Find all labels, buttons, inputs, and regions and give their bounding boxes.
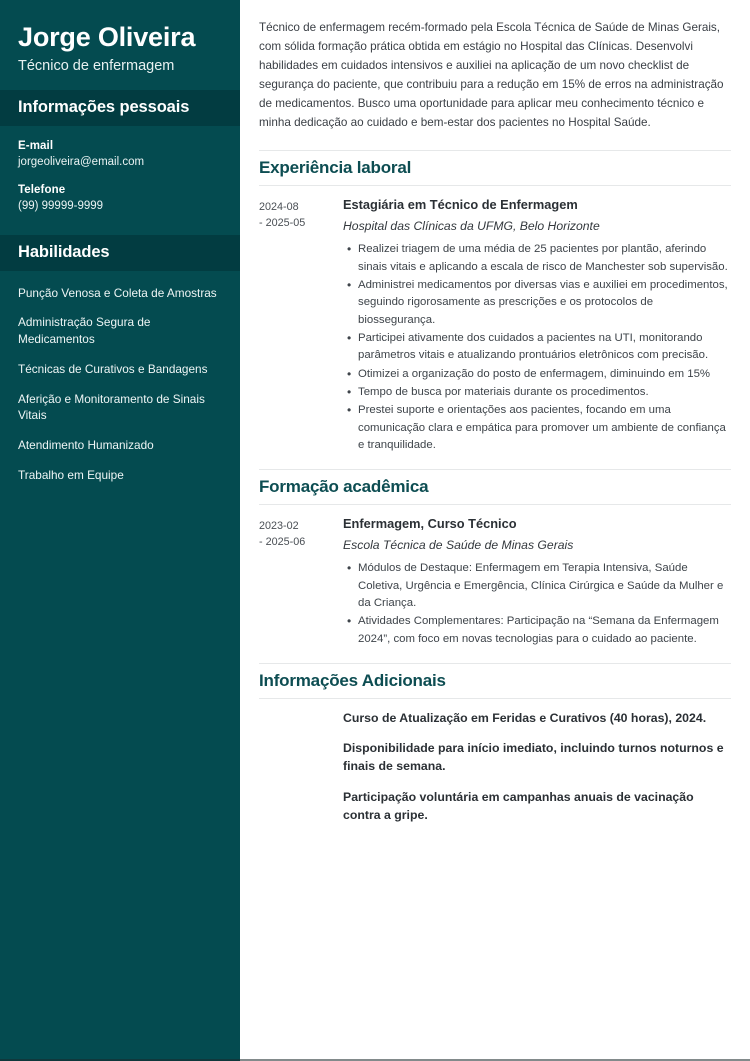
section-title-additional-info: Informações Adicionais — [259, 671, 446, 691]
education-bullet: • Atividades Complementares: Participação na “Semana da Enfermagem 2024”, com foco em novas tecnologias para o cuidado ao paciente. — [358, 613, 731, 648]
education-entry-body — [343, 516, 731, 649]
education-bullet: • Módulos de Destaque: Enfermagem em Terapia Intensiva, Saúde Coletiva, Urgência e Emergência, Clínica Cirúrgica e Saúde da Mulher e da Criança. — [358, 560, 731, 612]
experience-bullet: • Prestei suporte e orientações aos pacientes, focando em uma comunicação clara e empática para promover um ambiente de confiança e tranquilidade. — [358, 402, 731, 454]
education-date-end: - 2025-06 — [259, 536, 306, 549]
experience-bullet: • Participei ativamente dos cuidados a pacientes na UTI, monitorando parâmetros vitais e atualizando prontuários eletrônicos com precisão. — [358, 330, 731, 365]
skill-item: Administração Segura de Medicamentos — [18, 315, 151, 347]
section-additional-info — [259, 663, 731, 825]
additional-info-spacer — [259, 710, 343, 728]
education-date-start: 2023-02 — [259, 519, 299, 532]
experience-entry — [259, 197, 731, 455]
additional-info-text: Curso de Atualização em Feridas e Curativos (40 horas), 2024. — [343, 710, 707, 725]
contact-email-label: E-mail — [18, 139, 54, 152]
contact-phone — [18, 184, 222, 215]
experience-bullet: • Realizei triagem de uma média de 25 pacientes por plantão, aferindo sinais vitais e aplicando a escala de risco de Manchester sob supervisão. — [358, 241, 731, 276]
main-content — [240, 0, 750, 1061]
section-header-additional-info — [259, 663, 731, 699]
additional-info-item — [259, 710, 731, 728]
additional-info-spacer — [259, 789, 343, 825]
additional-info-text: Disponibilidade para início imediato, incluindo turnos noturnos e finais de semana. — [343, 741, 724, 774]
skills-body — [0, 271, 240, 503]
education-institution: Escola Técnica de Saúde de Minas Gerais — [343, 537, 574, 552]
sidebar-header — [0, 0, 240, 90]
section-title-personal-info: Informações pessoais — [0, 90, 240, 126]
sidebar — [0, 0, 240, 1061]
personal-info-body — [0, 126, 240, 235]
professional-summary: Técnico de enfermagem recém-formado pela Escola Técnica de Saúde de Minas Gerais, com sólida formação prática obtida em estágio no Hospital das Clínicas. Desenvolvi habilidades em cuidados intensivos e auxiliei na aplicação de um novo checklist de segurança do paciente, que contribuiu para a redução em 15% de erros na administração de medicamentos. Busco uma oportunidade para aplicar meu conhecimento técnico e minha dedicação ao cuidado e bem-estar dos pacientes no Hospital Saúde. — [259, 21, 724, 130]
section-title-skills: Habilidades — [0, 235, 240, 271]
skill-item: Trabalho em Equipe — [18, 467, 124, 482]
candidate-role: Técnico de enfermagem — [18, 58, 175, 75]
additional-info-item — [259, 789, 731, 825]
experience-date-start: 2024-08 — [259, 200, 299, 213]
section-experience — [259, 150, 731, 455]
experience-bullet: • Tempo de busca por materiais durante os procedimentos. — [358, 384, 731, 401]
skill-item: Atendimento Humanizado — [18, 438, 154, 453]
contact-phone-label: Telefone — [18, 184, 66, 197]
additional-info-spacer — [259, 740, 343, 776]
experience-bullet: • Administrei medicamentos por diversas vias e auxiliei em procedimentos, seguindo rigorosamente as prescrições e os protocolos de biossegurança. — [358, 277, 731, 329]
education-bullet-list — [343, 560, 731, 648]
skill-item: Técnicas de Curativos e Bandagens — [18, 361, 208, 376]
contact-email — [18, 140, 222, 171]
contact-email-value[interactable]: jorgeoliveira@email.com — [18, 155, 145, 168]
candidate-name: Jorge Oliveira — [18, 22, 196, 52]
education-degree: Enfermagem, Curso Técnico — [343, 515, 517, 531]
section-title-education: Formação acadêmica — [259, 477, 429, 497]
experience-employer: Hospital das Clínicas da UFMG, Belo Horizonte — [343, 218, 600, 233]
section-education — [259, 469, 731, 649]
experience-bullet: • Otimizei a organização do posto de enfermagem, diminuindo em 15% — [358, 366, 731, 383]
additional-info-text: Participação voluntária em campanhas anuais de vacinação contra a gripe. — [343, 790, 694, 822]
section-header-education — [259, 469, 731, 505]
experience-entry-dates — [259, 197, 343, 455]
additional-info-item — [259, 740, 731, 776]
section-title-experience: Experiência laboral — [259, 158, 412, 178]
experience-entry-body — [343, 197, 731, 455]
skill-item: Aferição e Monitoramento de Sinais Vitais — [18, 391, 205, 423]
experience-bullet-list — [343, 241, 731, 454]
experience-date-end: - 2025-05 — [259, 217, 306, 230]
skill-item: Punção Venosa e Coleta de Amostras — [18, 285, 217, 300]
experience-job-title: Estagiária em Técnico de Enfermagem — [343, 196, 578, 212]
contact-phone-value[interactable]: (99) 99999-9999 — [18, 200, 104, 213]
education-entry-dates — [259, 516, 343, 649]
education-entry — [259, 516, 731, 649]
section-header-experience — [259, 150, 731, 186]
